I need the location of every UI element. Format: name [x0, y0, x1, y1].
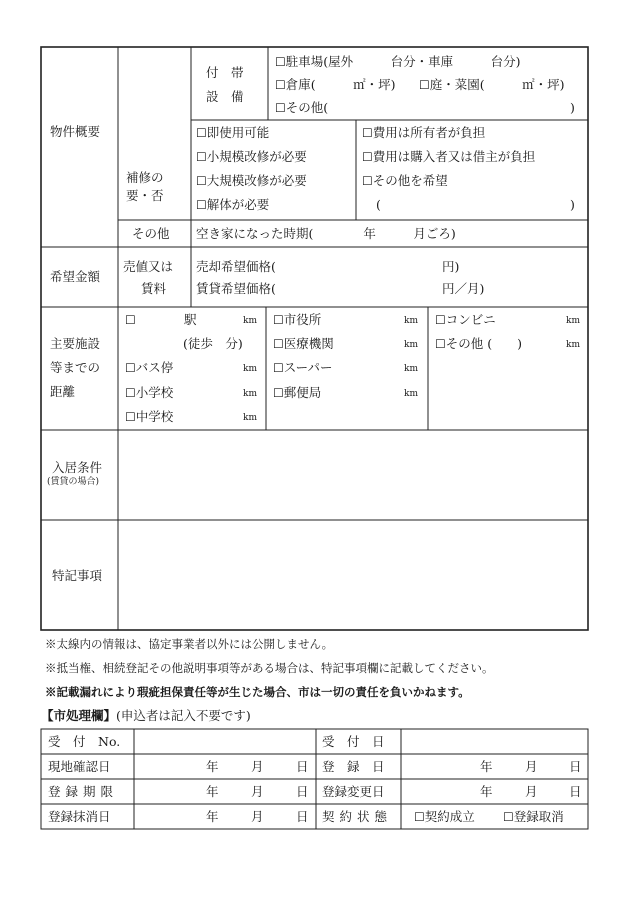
repair-ready-checkbox[interactable]: ☐	[196, 126, 207, 140]
cost-other-paren-close: )	[570, 197, 575, 212]
distance-other-km: km	[566, 340, 580, 350]
residence-label: 入居条件	[52, 460, 103, 475]
remarks-input-area[interactable]	[120, 522, 586, 628]
contract-ok-option[interactable]	[414, 811, 475, 824]
junior-high-checkbox[interactable]: ☐	[125, 410, 136, 424]
station-km: km	[243, 316, 257, 326]
medical-option[interactable]	[273, 338, 334, 351]
repair-small-checkbox[interactable]: ☐	[196, 150, 207, 164]
garden-option[interactable]	[419, 79, 565, 92]
cancel-label: 登録抹消日	[48, 809, 111, 824]
contract-ok-checkbox[interactable]: ☐	[414, 810, 425, 824]
facilities-label-2: 設 備	[206, 89, 244, 104]
repair-large-label: 大規模改修が必要	[206, 173, 307, 188]
note-1: ※太線内の情報は、協定事業者以外には公開しません。	[45, 637, 334, 651]
junior-high-km: km	[243, 413, 257, 423]
bus-stop-option[interactable]	[125, 362, 173, 375]
cancel-day: 日	[296, 809, 309, 824]
registration-year: 年	[480, 759, 493, 774]
cost-other-paren-open: (	[376, 197, 381, 212]
junior-high-option[interactable]	[125, 411, 173, 424]
station-label: 駅	[184, 312, 197, 327]
post-office-label: 郵便局	[283, 385, 322, 400]
elementary-checkbox[interactable]: ☐	[125, 386, 136, 400]
rent-price-label: 賃貸希望価格(	[196, 281, 276, 296]
repair-option-small[interactable]	[196, 151, 307, 164]
city-hall-option[interactable]	[273, 314, 321, 327]
cost-owner-label: 費用は所有者が負担	[372, 125, 486, 140]
site-check-year: 年	[206, 759, 219, 774]
repair-demolish-label: 解体が必要	[206, 197, 270, 212]
change-day: 日	[569, 784, 582, 799]
supermarket-option[interactable]	[273, 362, 333, 375]
city-hall-km: km	[404, 316, 418, 326]
garden-checkbox[interactable]: ☐	[419, 78, 430, 92]
repair-label-2: 要・否	[126, 188, 164, 203]
station-walk: (徒歩 分)	[183, 336, 243, 351]
cost-buyer-checkbox[interactable]: ☐	[362, 150, 373, 164]
elementary-option[interactable]	[125, 387, 173, 400]
cost-buyer-option[interactable]	[362, 151, 535, 164]
cost-other-option[interactable]	[362, 175, 448, 188]
convenience-checkbox[interactable]: ☐	[435, 313, 446, 327]
city-hall-label: 市役所	[283, 312, 322, 327]
cost-owner-option[interactable]	[362, 127, 485, 140]
registration-month: 月	[525, 759, 538, 774]
bus-stop-km: km	[243, 364, 257, 374]
office-title-bold: 【市処理欄】	[41, 708, 117, 723]
medical-km: km	[404, 340, 418, 350]
office-title-note: (申込者は記入不要です)	[116, 708, 251, 723]
cost-owner-checkbox[interactable]: ☐	[362, 126, 373, 140]
contract-label: 契約状態	[322, 809, 393, 824]
period-label: 登録期限	[48, 784, 119, 799]
medical-checkbox[interactable]: ☐	[273, 337, 284, 351]
station-option[interactable]	[125, 314, 136, 327]
repair-demolish-checkbox[interactable]: ☐	[196, 198, 207, 212]
site-check-month: 月	[251, 759, 264, 774]
change-year: 年	[480, 784, 493, 799]
contract-cancel-option[interactable]	[503, 811, 564, 824]
post-office-km: km	[404, 389, 418, 399]
receipt-date-label: 受 付 日	[322, 734, 385, 749]
bus-stop-label: バス停	[135, 360, 174, 375]
sale-price-label: 売却希望価格(	[196, 259, 276, 274]
parking-checkbox[interactable]: ☐	[275, 55, 286, 69]
repair-option-demolish[interactable]	[196, 199, 269, 212]
residence-input-area[interactable]	[120, 432, 586, 518]
repair-large-checkbox[interactable]: ☐	[196, 174, 207, 188]
change-label: 登録変更日	[322, 784, 385, 799]
city-hall-checkbox[interactable]: ☐	[273, 313, 284, 327]
residence-sublabel: (賃貸の場合)	[47, 477, 100, 487]
period-month: 月	[251, 784, 264, 799]
cancel-month: 月	[251, 809, 264, 824]
registration-day: 日	[569, 759, 582, 774]
contract-cancel-checkbox[interactable]: ☐	[503, 810, 514, 824]
change-month: 月	[525, 784, 538, 799]
post-office-option[interactable]	[273, 387, 321, 400]
cancel-year: 年	[206, 809, 219, 824]
property-other-label: その他	[132, 226, 170, 241]
registration-label: 登 録 日	[322, 759, 385, 774]
period-day: 日	[296, 784, 309, 799]
office-title	[41, 710, 251, 723]
supermarket-checkbox[interactable]: ☐	[273, 361, 284, 375]
remarks-label: 特記事項	[52, 568, 103, 583]
parking-option[interactable]	[275, 56, 521, 69]
bus-stop-checkbox[interactable]: ☐	[125, 361, 136, 375]
price-type-label-2: 賃料	[141, 281, 167, 296]
repair-option-large[interactable]	[196, 175, 307, 188]
property-section-label: 物件概要	[50, 124, 101, 139]
parking-label: 駐車場(屋外 台分・車庫 台分)	[285, 54, 521, 69]
junior-high-label: 中学校	[135, 409, 174, 424]
repair-ready-label: 即使用可能	[206, 125, 270, 140]
cost-other-checkbox[interactable]: ☐	[362, 174, 373, 188]
distance-other-checkbox[interactable]: ☐	[435, 337, 446, 351]
distance-other-option[interactable]	[435, 338, 522, 351]
period-year: 年	[206, 784, 219, 799]
storage-label: 倉庫( ㎡・坪)	[285, 77, 396, 92]
facility-other-label: その他(	[285, 100, 329, 115]
cost-buyer-label: 費用は購入者又は借主が負担	[372, 149, 536, 164]
sale-price-unit: 円)	[442, 259, 460, 274]
contract-cancel-label: 登録取消	[513, 809, 564, 824]
convenience-label: コンビニ	[445, 312, 496, 327]
rent-price-unit: 円／月)	[442, 281, 485, 296]
price-section-label: 希望金額	[50, 269, 101, 284]
garden-label: 庭・菜園( ㎡・坪)	[429, 77, 565, 92]
site-check-day: 日	[296, 759, 309, 774]
supermarket-label: スーパー	[283, 360, 333, 375]
convenience-option[interactable]	[435, 314, 496, 327]
note-3: ※記載漏れにより瑕疵担保責任等が生じた場合、市は一切の責任を負いかねます。	[45, 685, 470, 699]
supermarket-km: km	[404, 364, 418, 374]
price-type-label-1: 売値又は	[123, 259, 174, 274]
elementary-km: km	[243, 389, 257, 399]
repair-small-label: 小規模改修が必要	[206, 149, 307, 164]
storage-checkbox[interactable]: ☐	[275, 78, 286, 92]
repair-option-ready[interactable]	[196, 127, 269, 140]
convenience-km: km	[566, 316, 580, 326]
site-check-label: 現地確認日	[48, 759, 111, 774]
facility-other-option[interactable]	[275, 102, 328, 115]
post-office-checkbox[interactable]: ☐	[273, 386, 284, 400]
vacant-since-field[interactable]: 空き家になった時期( 年 月ごろ)	[196, 226, 456, 241]
storage-option[interactable]	[275, 79, 396, 92]
distance-label-3: 距離	[50, 384, 76, 399]
facilities-label-1: 付 帯	[206, 65, 244, 80]
station-checkbox[interactable]: ☐	[125, 313, 136, 327]
repair-label-1: 補修の	[126, 170, 164, 185]
elementary-label: 小学校	[135, 385, 174, 400]
receipt-no-label: 受 付 No.	[48, 734, 121, 749]
medical-label: 医療機関	[283, 336, 334, 351]
facility-other-close: )	[570, 100, 575, 115]
distance-other-label: その他 ( )	[445, 336, 522, 351]
cost-other-label: その他を希望	[372, 173, 448, 188]
distance-label-1: 主要施設	[50, 336, 101, 351]
note-2: ※抵当権、相続登記その他説明事項等がある場合は、特記事項欄に記載してください。	[45, 661, 494, 675]
distance-label-2: 等までの	[50, 360, 101, 375]
contract-ok-label: 契約成立	[424, 809, 475, 824]
facility-other-checkbox[interactable]: ☐	[275, 101, 286, 115]
